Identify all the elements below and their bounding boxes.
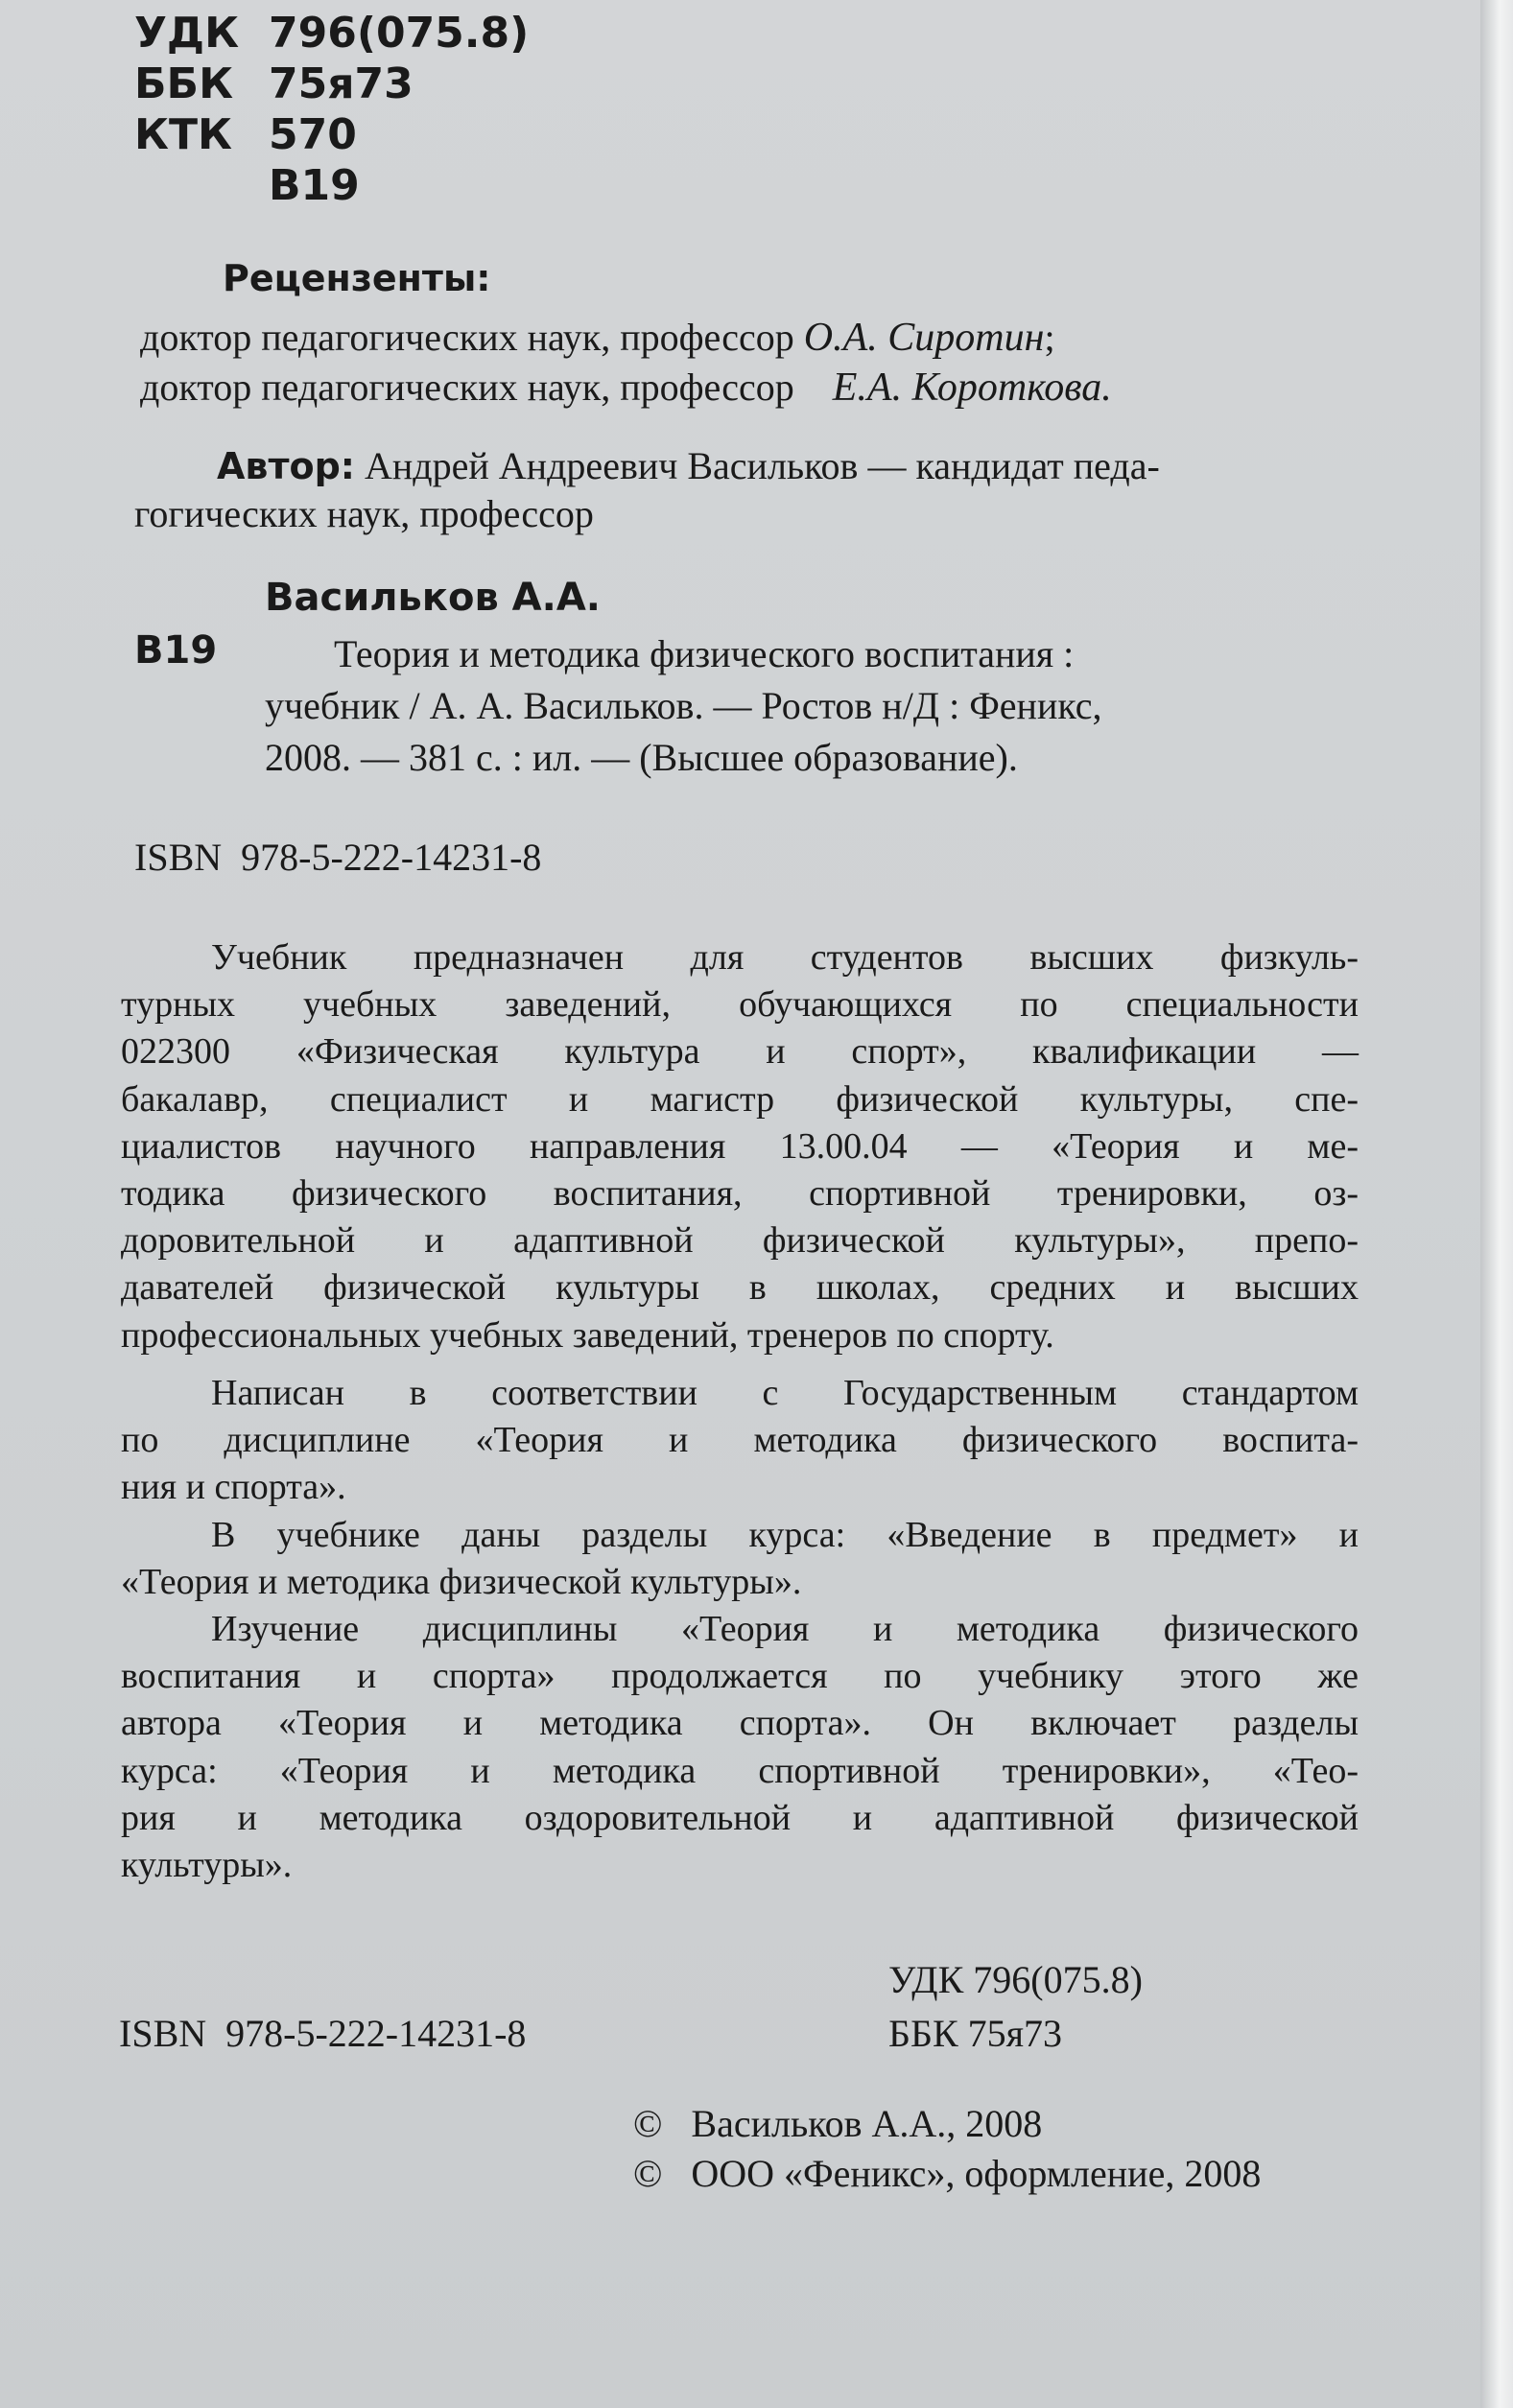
catalog-author-heading: Васильков А.А. xyxy=(265,576,601,620)
reviewer-1-name: О.А. Сиротин xyxy=(803,316,1045,360)
author-note-line-2: гогических наук, профессор xyxy=(134,492,594,535)
isbn-top-value: 978-5-222-14231-8 xyxy=(241,836,542,879)
reviewer-2-title: доктор педагогических наук, профессор xyxy=(140,366,794,409)
annotation-line: автора «Теория и методика спорта». Он включает разделы xyxy=(121,1703,1359,1744)
annotation-line: циалистов научного направления 13.00.04 — «Теория и ме- xyxy=(121,1125,1359,1167)
page-edge xyxy=(1480,0,1513,2408)
isbn-top xyxy=(134,835,541,880)
footer-udk: УДК 796(075.8) xyxy=(888,1958,1143,2001)
annotation-line: профессиональных учебных заведений, тренеров по спорту. xyxy=(121,1314,1054,1356)
copyright-2 xyxy=(633,2151,1261,2196)
ktk-line xyxy=(134,109,529,160)
annotation-line: рия и методика оздоровительной и адаптивной физической xyxy=(121,1797,1359,1838)
annotation-line: Учебник предназначен для студентов высших физкуль- xyxy=(211,937,1359,978)
annotation-line: воспитания и спорта» продолжается по учебнику этого же xyxy=(121,1656,1359,1697)
reviewer-1 xyxy=(140,315,1055,361)
annotation-line: тодика физического воспитания, спортивной тренировки, оз- xyxy=(121,1173,1359,1214)
copyright-2-text: ООО «Феникс», оформление, 2008 xyxy=(691,2152,1262,2195)
bbk-line xyxy=(134,59,529,109)
annotation-line: ния и спорта». xyxy=(121,1467,346,1508)
annotation-line: «Теория и методика физической культуры». xyxy=(121,1562,802,1603)
reviewers-heading: Рецензенты: xyxy=(223,257,491,299)
footer-isbn-label: ISBN xyxy=(119,2012,207,2055)
catalog-code: В19 xyxy=(134,628,218,673)
isbn-top-label: ISBN xyxy=(134,836,223,879)
reviewer-2-name: Е.А. Короткова. xyxy=(832,366,1112,410)
annotation-line: Изучение дисциплины «Теория и методика физического xyxy=(211,1609,1359,1649)
footer-isbn xyxy=(119,2011,526,2056)
annotation-line: турных учебных заведений, обучающихся по специальности xyxy=(121,984,1359,1026)
bbk-value: 75я73 xyxy=(269,59,414,108)
catalog-line-3: 2008. — 381 с. : ил. — (Высшее образование). xyxy=(265,736,1018,779)
reviewer-2 xyxy=(140,365,1112,411)
author-label: Автор: xyxy=(217,445,355,487)
catalog-line-1: Теория и методика физического воспитания : xyxy=(334,632,1075,675)
author-note-text-1: Андрей Андреевич Васильков — кандидат педа- xyxy=(364,444,1160,487)
annotation-line: Написан в соответствии с Государственным стандартом xyxy=(211,1373,1359,1413)
catalog-line-2: учебник / А. А. Васильков. — Ростов н/Д : Феникс, xyxy=(265,684,1102,727)
copyright-symbol: © xyxy=(633,2102,663,2145)
bbk-label: ББК xyxy=(134,59,234,108)
ktk-value: 570 xyxy=(269,110,357,159)
annotation-line: курса: «Теория и методика спортивной тренировки», «Тео- xyxy=(121,1750,1359,1791)
annotation-line: давателей физической культуры в школах, средних и высших xyxy=(121,1267,1359,1309)
classification-code: В19 xyxy=(269,161,360,210)
classification-block xyxy=(134,8,529,211)
reviewer-1-title: доктор педагогических наук, профессор xyxy=(140,316,804,359)
annotation-line: В учебнике даны разделы курса: «Введение в предмет» и xyxy=(211,1515,1359,1555)
copyright-1-text: Васильков А.А., 2008 xyxy=(691,2102,1043,2145)
footer-bbk: ББК 75я73 xyxy=(888,2012,1063,2055)
udk-label: УДК xyxy=(134,9,240,58)
annotation-line: по дисциплине «Теория и методика физического воспита- xyxy=(121,1420,1359,1461)
copyright-1 xyxy=(633,2101,1042,2146)
reviewer-1-separator: ; xyxy=(1044,316,1055,359)
udk-line xyxy=(134,8,529,59)
annotation-line: 022300 «Физическая культура и спорт», квалификации — xyxy=(121,1031,1359,1073)
copyright-symbol: © xyxy=(633,2152,663,2195)
annotation-line: бакалавр, специалист и магистр физической культуры, спе- xyxy=(121,1078,1359,1120)
udk-value: 796(075.8) xyxy=(269,9,530,58)
author-note-line-1 xyxy=(217,443,1160,488)
ktk-label: КТК xyxy=(134,110,232,159)
footer-isbn-value: 978-5-222-14231-8 xyxy=(225,2012,527,2055)
code-line xyxy=(134,160,529,211)
annotation-line: культуры». xyxy=(121,1845,293,1885)
annotation-line: доровительной и адаптивной физической культуры», препо- xyxy=(121,1220,1359,1262)
